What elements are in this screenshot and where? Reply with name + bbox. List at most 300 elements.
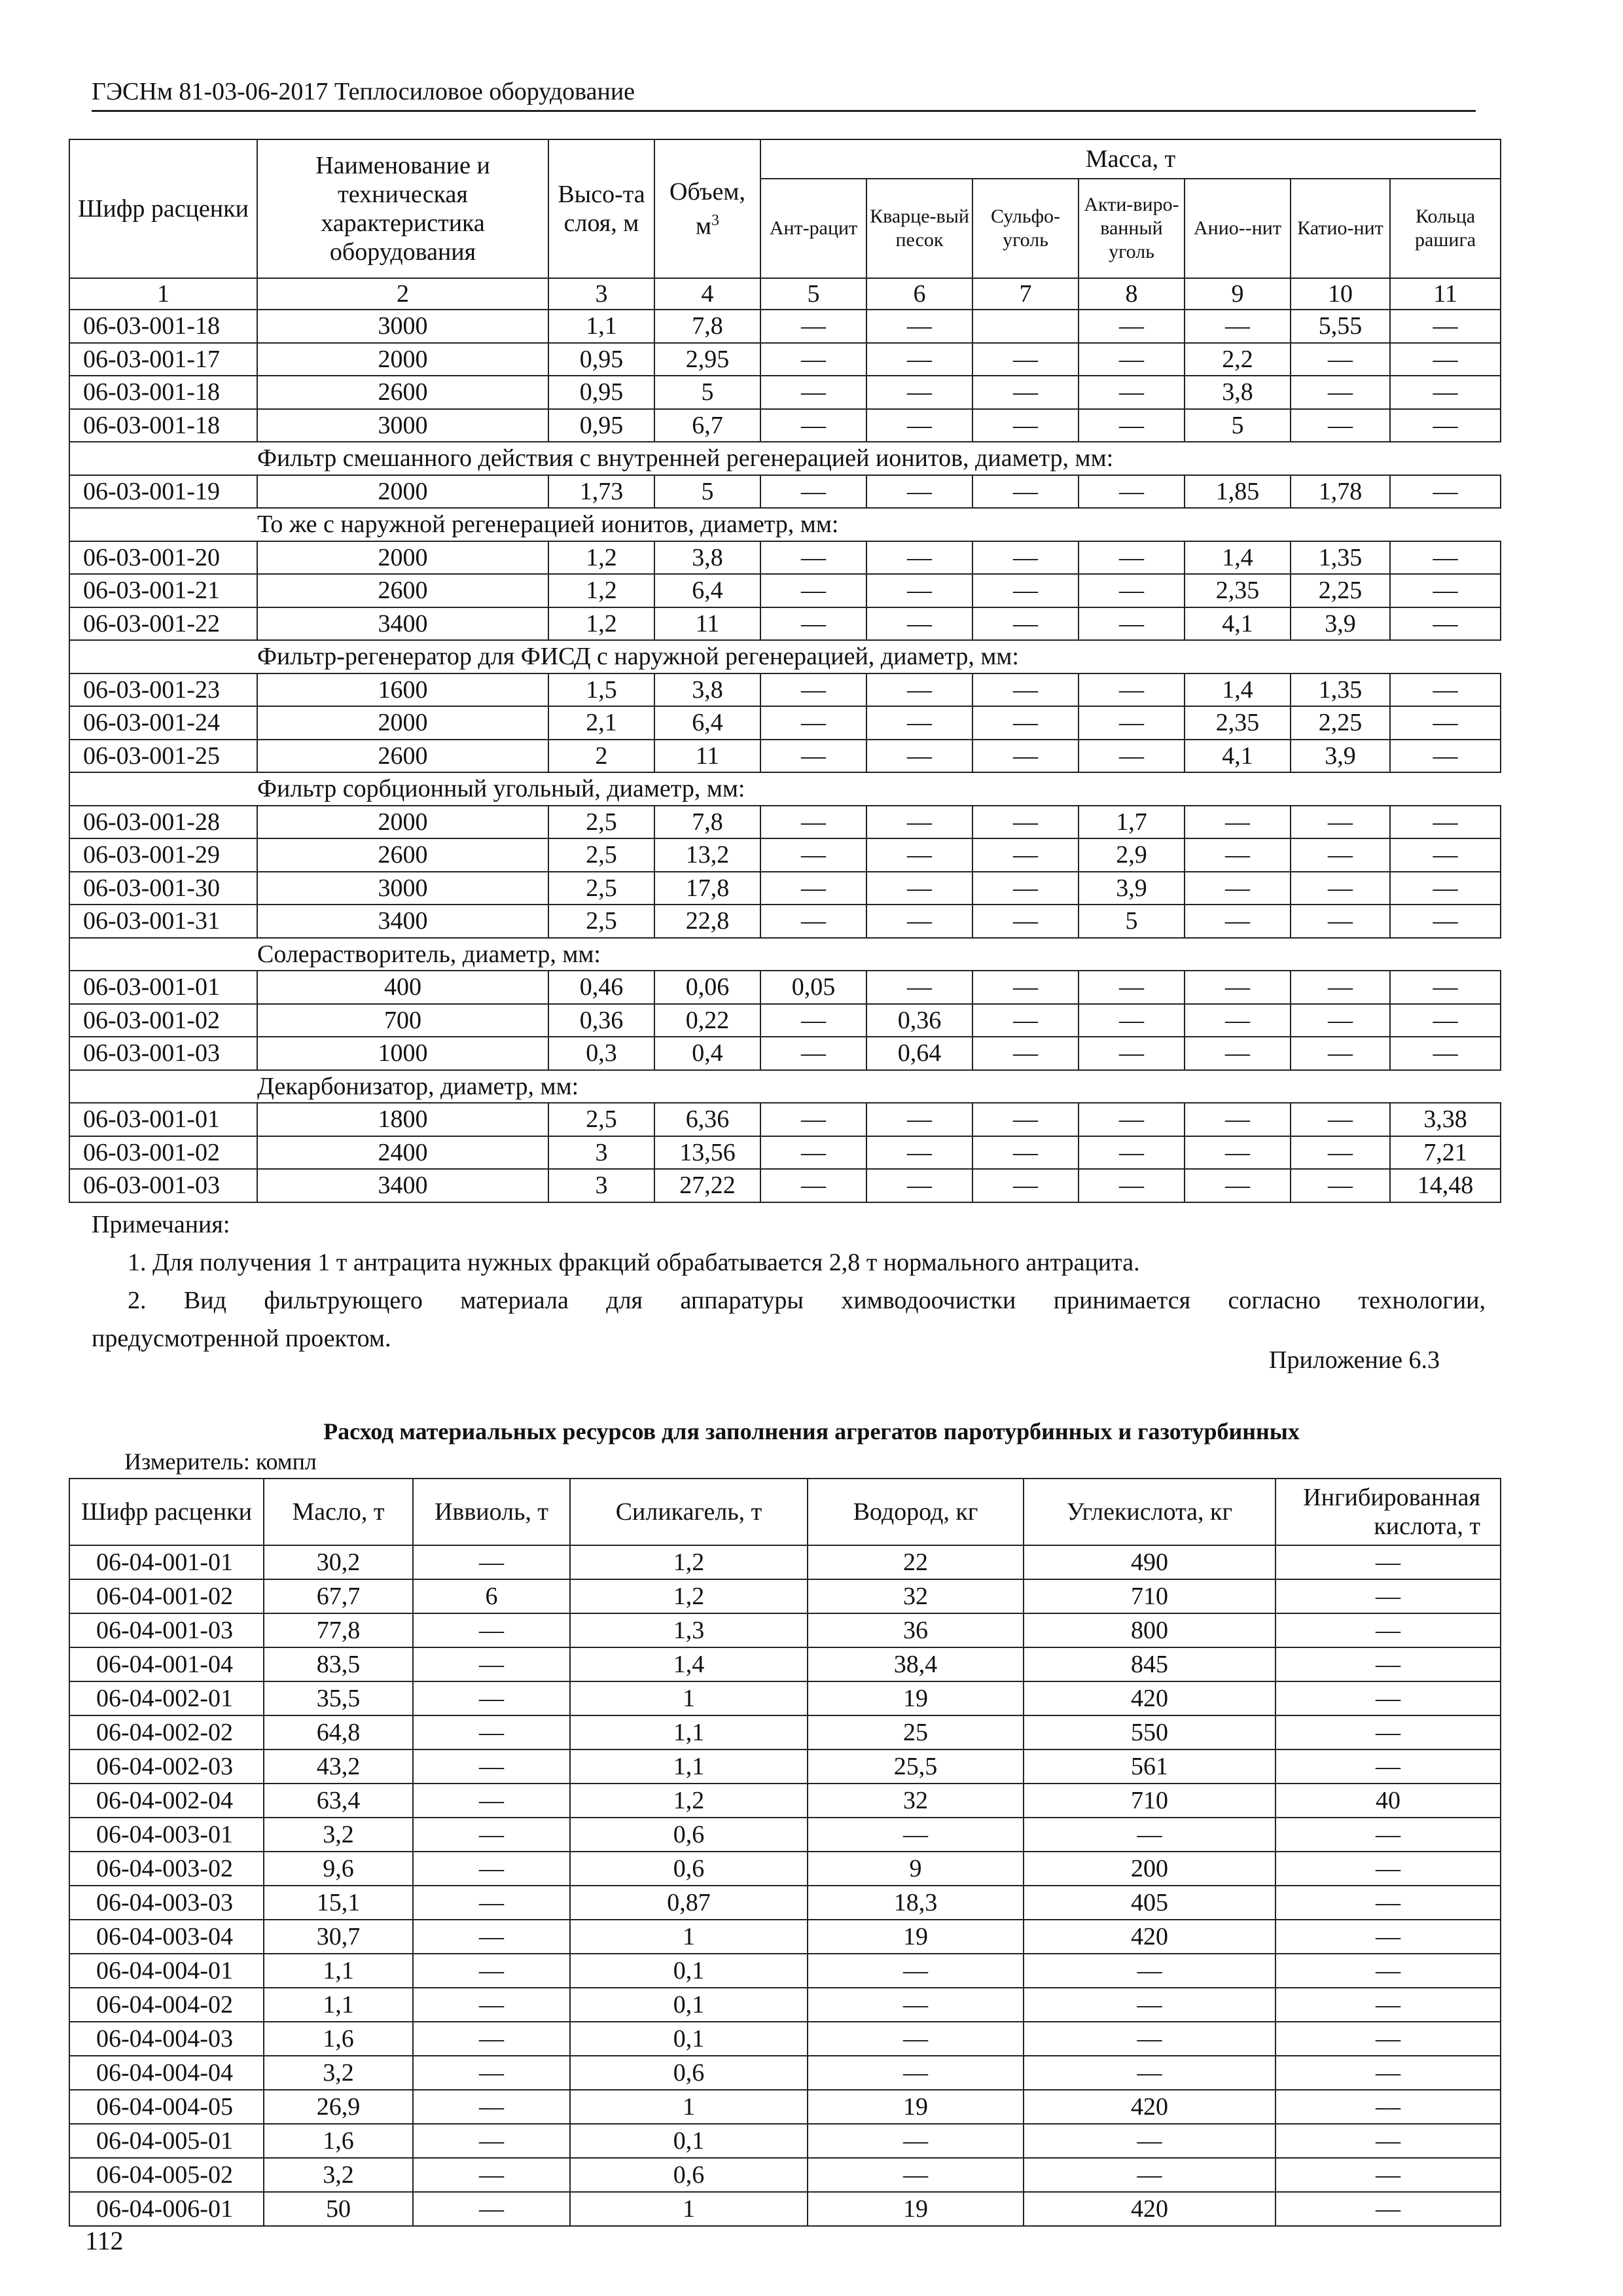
table-cell: — [808,2056,1024,2090]
column-numbers-row [69,278,1501,310]
section-row [69,772,1501,806]
row-code: 06-04-002-01 [69,1681,264,1715]
row-code: 06-03-001-02 [69,1004,257,1037]
column-number: 7 [972,278,1079,310]
table-cell: 1000 [257,1037,548,1070]
table-cell: — [866,541,972,575]
table-cell: 3400 [257,1169,548,1202]
table-cell: — [866,607,972,641]
column-number: 11 [1390,278,1501,310]
table-cell: 19 [808,1681,1024,1715]
table-row [69,872,1501,905]
column-number: 1 [69,278,257,310]
row-code: 06-04-002-02 [69,1715,264,1749]
table-cell: — [1390,409,1501,442]
table-row [69,2192,1501,2226]
table-cell: — [1024,1954,1275,1988]
table-row [69,971,1501,1004]
row-code: 06-03-001-30 [69,872,257,905]
table-cell: 1 [570,2192,808,2226]
section-caption: Фильтр смешанного действия с внутренней регенерацией ионитов, диаметр, мм: [257,442,1501,475]
table-cell: 1 [570,1681,808,1715]
section-row [69,938,1501,971]
table-cell: — [1079,343,1185,376]
table-cell: — [1185,1037,1291,1070]
table-cell: — [1079,971,1185,1004]
table-cell: — [760,409,866,442]
table-cell: — [1024,1988,1275,2022]
table-cell: — [808,1988,1024,2022]
table-cell: 550 [1024,1715,1275,1749]
table-cell: 1,2 [570,1545,808,1579]
table-cell: 1,1 [264,1988,413,2022]
row-code: 06-03-001-18 [69,310,257,343]
table-cell: — [1079,1037,1185,1070]
table-cell: 2600 [257,838,548,872]
table-row [69,376,1501,409]
row-code: 06-03-001-28 [69,806,257,839]
table-cell: — [866,310,972,343]
table-cell: 0,4 [654,1037,760,1070]
table-cell: 5 [1185,409,1291,442]
table-cell: — [1390,740,1501,773]
table-row [69,409,1501,442]
table-row [69,1103,1501,1136]
table-cell: — [972,376,1079,409]
table-cell: — [1024,2158,1275,2192]
table-cell: — [760,343,866,376]
table-cell: 0,6 [570,2158,808,2192]
column-number: 3 [548,278,654,310]
table-cell: 3000 [257,872,548,905]
table-cell: — [1390,541,1501,575]
table-cell: 3,8 [654,673,760,707]
table-cell: 1,2 [548,541,654,575]
table-cell: 400 [257,971,548,1004]
table-row [69,1852,1501,1886]
table-cell: 3400 [257,905,548,938]
table-cell: — [972,971,1079,1004]
table-cell: — [1390,475,1501,509]
table-cell: — [413,2158,570,2192]
table-cell: 420 [1024,2090,1275,2124]
section-row [69,508,1501,541]
table-cell: — [808,1818,1024,1852]
table-cell: — [760,607,866,641]
table-cell: 4,1 [1185,607,1291,641]
row-code: 06-04-002-03 [69,1749,264,1784]
table-cell: — [760,376,866,409]
table-cell: 1,35 [1291,673,1390,707]
column-number: 2 [257,278,548,310]
table-cell: 1600 [257,673,548,707]
table-cell: 2,35 [1185,706,1291,740]
table-cell [972,310,1079,343]
table-cell: 0,36 [548,1004,654,1037]
table-cell: — [972,1004,1079,1037]
table-cell: 64,8 [264,1715,413,1749]
table-cell: 0,95 [548,409,654,442]
row-code: 06-03-001-18 [69,409,257,442]
table-cell: 6,4 [654,706,760,740]
column-number: 6 [866,278,972,310]
table-cell: 5,55 [1291,310,1390,343]
table-cell: — [866,838,972,872]
table-cell: — [1390,838,1501,872]
table-cell: — [413,1613,570,1647]
header-height: Высо-та слоя, м [548,139,654,278]
table-cell: 0,6 [570,2056,808,2090]
table-cell: — [1291,1169,1390,1202]
table-cell: — [760,1136,866,1170]
table-cell: — [1079,1136,1185,1170]
table-cell: — [972,541,1079,575]
table-cell: — [1275,1681,1501,1715]
table-row [69,1545,1501,1579]
table2-header-cell: Силикагель, т [570,1479,808,1545]
table-cell: — [972,343,1079,376]
table-cell: 1,3 [570,1613,808,1647]
table-cell: 77,8 [264,1613,413,1647]
header-name: Наименование и техническая характеристика оборудования [257,139,548,278]
table-cell: — [1275,1715,1501,1749]
table-cell: 0,22 [654,1004,760,1037]
table-cell: — [1291,1004,1390,1037]
table-cell: — [760,574,866,607]
header-raschig-rings: Кольца рашига [1390,179,1501,278]
table-cell: 2,1 [548,706,654,740]
table-cell: 1,4 [1185,541,1291,575]
table-cell: 11 [654,740,760,773]
table-cell: — [760,1169,866,1202]
table-cell: 2,35 [1185,574,1291,607]
table-cell: — [413,1749,570,1784]
table-cell: — [1390,343,1501,376]
row-code: 06-04-003-04 [69,1920,264,1954]
table-cell: — [1185,1004,1291,1037]
table-cell: — [760,806,866,839]
table-row [69,1715,1501,1749]
table-cell: — [760,872,866,905]
table-cell: — [1185,1136,1291,1170]
table-cell: — [972,740,1079,773]
table-cell: 3,9 [1291,607,1390,641]
table-cell: 22,8 [654,905,760,938]
row-code: 06-04-001-03 [69,1613,264,1647]
row-code: 06-03-001-17 [69,343,257,376]
row-code: 06-04-005-02 [69,2158,264,2192]
table-row [69,1136,1501,1170]
section-spacer [69,640,257,673]
row-code: 06-04-004-01 [69,1954,264,1988]
section-row [69,640,1501,673]
table-cell: 19 [808,2192,1024,2226]
table-cell: 40 [1275,1784,1501,1818]
row-code: 06-04-001-04 [69,1647,264,1681]
table-cell: 3,9 [1079,872,1185,905]
table-cell: 63,4 [264,1784,413,1818]
table-cell: 2000 [257,706,548,740]
table-cell: 1,7 [1079,806,1185,839]
table-row [69,1988,1501,2022]
table-cell: 3000 [257,409,548,442]
table-cell: — [808,2124,1024,2158]
table-cell: 1 [570,1920,808,1954]
table-cell: — [1079,1169,1185,1202]
table-cell: 1,6 [264,2022,413,2056]
row-code: 06-03-001-23 [69,673,257,707]
table-cell: — [413,1886,570,1920]
table-cell: 1,35 [1291,541,1390,575]
table-cell: 2,5 [548,806,654,839]
section-caption: Солерастворитель, диаметр, мм: [257,938,1501,971]
header-cationite: Катио-нит [1291,179,1390,278]
table-cell: — [413,2056,570,2090]
table-cell: 0,95 [548,343,654,376]
table-cell: 43,2 [264,1749,413,1784]
table-row [69,1681,1501,1715]
table-cell: 6,4 [654,574,760,607]
table-cell: — [1275,1647,1501,1681]
row-code: 06-03-001-01 [69,971,257,1004]
table-cell: 561 [1024,1749,1275,1784]
table-cell: — [1185,905,1291,938]
table-row [69,2090,1501,2124]
table-cell: — [1024,2022,1275,2056]
row-code: 06-04-003-02 [69,1852,264,1886]
table-cell: 26,9 [264,2090,413,2124]
section-caption: Фильтр сорбционный угольный, диаметр, мм: [257,772,1501,806]
row-code: 06-04-004-03 [69,2022,264,2056]
table-cell: — [866,574,972,607]
table-cell: 11 [654,607,760,641]
table-cell: 3,8 [1185,376,1291,409]
running-header: ГЭСНм 81-03-06-2017 Теплосиловое оборудование [92,77,1476,112]
table-row [69,541,1501,575]
table-cell: — [1275,2090,1501,2124]
table-row [69,905,1501,938]
note-2-line-2: предусмотренной проектом. [92,1325,391,1352]
table-cell: — [972,574,1079,607]
table-cell: — [808,1954,1024,1988]
table-cell: — [760,475,866,509]
table-cell: 22 [808,1545,1024,1579]
table-cell: 19 [808,2090,1024,2124]
table-cell: — [972,838,1079,872]
row-code: 06-04-005-01 [69,2124,264,2158]
header-anthracite: Ант-рацит [760,179,866,278]
table2-header-cell: Ингибированная кислота, т [1275,1479,1501,1545]
table-cell: — [1291,1136,1390,1170]
table-cell: — [413,1715,570,1749]
table-cell: — [1079,1004,1185,1037]
table-cell: 1,4 [570,1647,808,1681]
table-cell: 3400 [257,607,548,641]
table-cell: 0,1 [570,1954,808,1988]
table-cell: — [866,376,972,409]
table-cell: — [1291,409,1390,442]
table-cell: — [808,2158,1024,2192]
row-code: 06-04-004-05 [69,2090,264,2124]
row-code: 06-03-001-02 [69,1136,257,1170]
row-code: 06-03-001-19 [69,475,257,509]
column-number: 8 [1079,278,1185,310]
table-cell: — [1390,574,1501,607]
table-cell: 0,1 [570,2022,808,2056]
table-cell: — [1275,1818,1501,1852]
table-cell: — [972,706,1079,740]
table-cell: — [1390,905,1501,938]
section-title: Расход материальных ресурсов для заполнения агрегатов паротурбинных и газотурбинных [323,1418,1300,1444]
table-cell: 7,8 [654,806,760,839]
table2-header-cell: Масло, т [264,1479,413,1545]
table-row [69,673,1501,707]
notes-block [92,1206,1486,1357]
table-cell: 1,78 [1291,475,1390,509]
table-cell: — [760,1103,866,1136]
table-cell: — [866,343,972,376]
table-cell: — [1390,971,1501,1004]
turbine-materials-table [69,1478,1501,2227]
table-cell: 3,9 [1291,740,1390,773]
row-code: 06-03-001-25 [69,740,257,773]
table-cell: 3000 [257,310,548,343]
table-cell: — [1185,971,1291,1004]
table-cell: 0,3 [548,1037,654,1070]
table-cell: — [1275,1749,1501,1784]
table-cell: — [866,475,972,509]
table-cell: 405 [1024,1886,1275,1920]
table-cell: — [866,1169,972,1202]
table-cell: — [760,706,866,740]
row-code: 06-03-001-22 [69,607,257,641]
table-cell: — [413,1954,570,1988]
table-row [69,2158,1501,2192]
row-code: 06-03-001-03 [69,1037,257,1070]
table-cell: — [972,1136,1079,1170]
table-cell: — [1275,1954,1501,1988]
table-cell: 1,2 [548,607,654,641]
table-cell: — [972,905,1079,938]
table-cell: 3,2 [264,1818,413,1852]
table-cell: — [866,872,972,905]
table-cell: — [972,475,1079,509]
table-cell: — [1185,806,1291,839]
table-row [69,475,1501,509]
table-cell: — [1275,2192,1501,2226]
table-cell: — [1291,872,1390,905]
table-cell: — [1079,310,1185,343]
table-cell: — [760,310,866,343]
table-cell: — [1275,1613,1501,1647]
table-cell: 420 [1024,2192,1275,2226]
section-spacer [69,938,257,971]
table-cell: 0,06 [654,971,760,1004]
table-row [69,1579,1501,1613]
table-cell: 1,6 [264,2124,413,2158]
table-cell: — [413,2090,570,2124]
row-code: 06-03-001-03 [69,1169,257,1202]
table-cell: 2,5 [548,905,654,938]
table-cell: — [972,1169,1079,1202]
table-row [69,1818,1501,1852]
table-cell: 0,6 [570,1852,808,1886]
table-cell: — [1079,376,1185,409]
header-anionite: Анио--нит [1185,179,1291,278]
table-cell: — [866,806,972,839]
table-row [69,706,1501,740]
table-cell: — [972,806,1079,839]
table-cell: — [1390,706,1501,740]
table-cell: 1,85 [1185,475,1291,509]
table-cell: 420 [1024,1920,1275,1954]
table-cell: — [1390,310,1501,343]
table-cell: 0,05 [760,971,866,1004]
table-cell: — [1291,1037,1390,1070]
table-cell: 710 [1024,1784,1275,1818]
table-cell: 6,36 [654,1103,760,1136]
row-code: 06-04-001-01 [69,1545,264,1579]
table-cell: 1,1 [570,1715,808,1749]
table-row [69,343,1501,376]
table-cell: 3,8 [654,541,760,575]
row-code: 06-04-002-04 [69,1784,264,1818]
notes-title: Примечания: [92,1211,230,1238]
table-cell: 5 [1079,905,1185,938]
section-spacer [69,1070,257,1103]
table-cell: — [1390,673,1501,707]
filter-materials-table [69,139,1501,1203]
table-cell: — [760,740,866,773]
section-row [69,442,1501,475]
section-spacer [69,508,257,541]
table-cell: 2,5 [548,1103,654,1136]
row-code: 06-03-001-29 [69,838,257,872]
table-cell: 32 [808,1784,1024,1818]
table-cell: 2,25 [1291,706,1390,740]
table-cell: 845 [1024,1647,1275,1681]
row-code: 06-03-001-21 [69,574,257,607]
table-cell: — [1079,541,1185,575]
table-cell: — [866,905,972,938]
row-code: 06-03-001-31 [69,905,257,938]
column-number: 10 [1291,278,1390,310]
table-cell: — [1185,1169,1291,1202]
table-cell: 3 [548,1169,654,1202]
row-code: 06-03-001-01 [69,1103,257,1136]
table-cell: 2000 [257,475,548,509]
table-cell: 3,38 [1390,1103,1501,1136]
table-row [69,607,1501,641]
table-cell: 420 [1024,1681,1275,1715]
table-cell: — [413,1920,570,1954]
table-row [69,1613,1501,1647]
table-cell: — [413,2124,570,2158]
table-cell: 1800 [257,1103,548,1136]
table-cell: — [760,838,866,872]
table-cell: 5 [654,475,760,509]
column-number: 4 [654,278,760,310]
table-cell: — [866,740,972,773]
table2-header-cell: Иввиоль, т [413,1479,570,1545]
table-cell: 9,6 [264,1852,413,1886]
table-cell: — [972,872,1079,905]
row-code: 06-04-004-04 [69,2056,264,2090]
table-cell: — [866,971,972,1004]
section-caption: Декарбонизатор, диаметр, мм: [257,1070,1501,1103]
table-cell: — [1185,1103,1291,1136]
table-cell: 200 [1024,1852,1275,1886]
